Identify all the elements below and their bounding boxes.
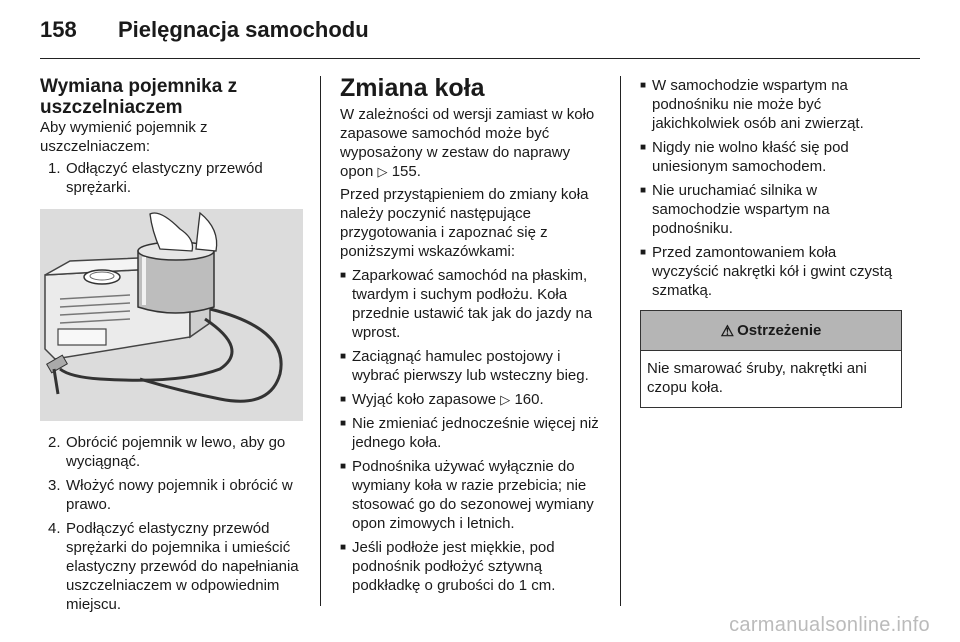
bullet-text: Wyjąć koło zapasowe [352,391,497,408]
step-text: Włożyć nowy pojemnik i obrócić w prawo. [66,477,293,513]
page-header [40,14,920,54]
bullet-list-a [340,266,606,595]
list-item [40,159,305,197]
warning-body: Nie smarować śruby, nakrętki ani czopu koła. [647,360,867,396]
step-number: 4. [48,520,61,537]
page-ref-arrow-icon: ▷ [500,392,511,407]
list-item: ■ W samochodzie wspartym na podnośniku nie może być jakichkolwiek osób ani zwierząt. [640,76,902,133]
list-item [340,390,606,409]
list-item: ■ Podnośnika używać wyłącznie do wymiany koła w razie przebicia; nie stosować go do sezonowej wymiany opon zimowych i letnich. [340,457,606,533]
step-text: Obrócić pojemnik w lewo, aby go wyciągnąć. [66,434,286,470]
page-number: 158 [40,17,77,42]
list-item [40,476,305,514]
page-ref-arrow-icon: ▷ [377,164,388,179]
warning-box [640,310,902,408]
list-item: ■ Nigdy nie wolno kłaść się pod uniesionym samochodem. [640,138,902,176]
watermark: carmanualsonline.info [729,614,930,636]
section-heading-wheel: Zmiana koła [340,74,485,102]
warning-title: Ostrzeżenie [737,322,822,339]
paragraph-preparation: Przed przystąpieniem do zmiany koła należy poczynić następujące przygotowania i zapoznać się z poniższymi wskazówkami: [340,186,589,260]
intro-text: Aby wymienić pojemnik z uszczelniaczem: [40,119,208,155]
paragraph-intro [340,105,606,181]
list-item [40,433,305,471]
compressor-drawing [40,209,303,421]
list-item: ■ Zaparkować samochód na płaskim, twardym i suchym podłożu. Koła przednie ustawić tak jak do jazdy na wprost. [340,266,606,342]
step-number: 2. [48,434,61,451]
page-title: Pielęgnacja samochodu [118,17,369,42]
page-ref-link[interactable]: 160. [514,391,544,408]
list-item: ■ Nie zmieniać jednocześnie więcej niż jednego koła. [340,414,606,452]
step-text: Podłączyć elastyczny przewód sprężarki do pojemnika i umieścić elastyczny przewód do napełniania uszczelniaczem w odpowiednim miejscu. [66,520,299,613]
column-wheel-change [340,72,606,600]
paragraph-text: W zależności od wersji zamiast w koło zapasowe samochód może być wyposażony w zestaw do naprawy opon [340,106,595,180]
column-divider [620,76,621,606]
list-item: ■ Zaciągnąć hamulec postojowy i wybrać pierwszy lub wsteczny bieg. [340,347,606,385]
steps-list-b [40,433,305,614]
list-item: ■ Nie uruchamiać silnika w samochodzie wspartym na podnośniku. [640,181,902,238]
warning-triangle-icon: ⚠ [720,322,735,340]
column-seal-replacement [40,76,305,619]
steps-list-a [40,159,305,197]
step-number: 1. [48,160,61,177]
section-heading-seal: Wymiana pojemnika z uszczelniaczem [40,76,238,118]
step-number: 3. [48,477,61,494]
list-item [40,519,305,614]
column-safety-notes [640,76,902,408]
list-item: ■ Jeśli podłoże jest miękkie, pod podnośnik podłożyć sztywną podkładkę o grubości do 1 cm. [340,538,606,595]
page-ref-link[interactable]: 155. [391,163,421,180]
compressor-illustration [40,209,303,421]
bullet-list-safety [640,76,902,300]
list-item: ■ Przed zamontowaniem koła wyczyścić nakrętki kół i gwint czystą szmatką. [640,243,902,300]
header-rule [40,58,920,59]
column-divider [320,76,321,606]
step-text: Odłączyć elastyczny przewód sprężarki. [66,160,263,196]
warning-header [641,311,901,351]
